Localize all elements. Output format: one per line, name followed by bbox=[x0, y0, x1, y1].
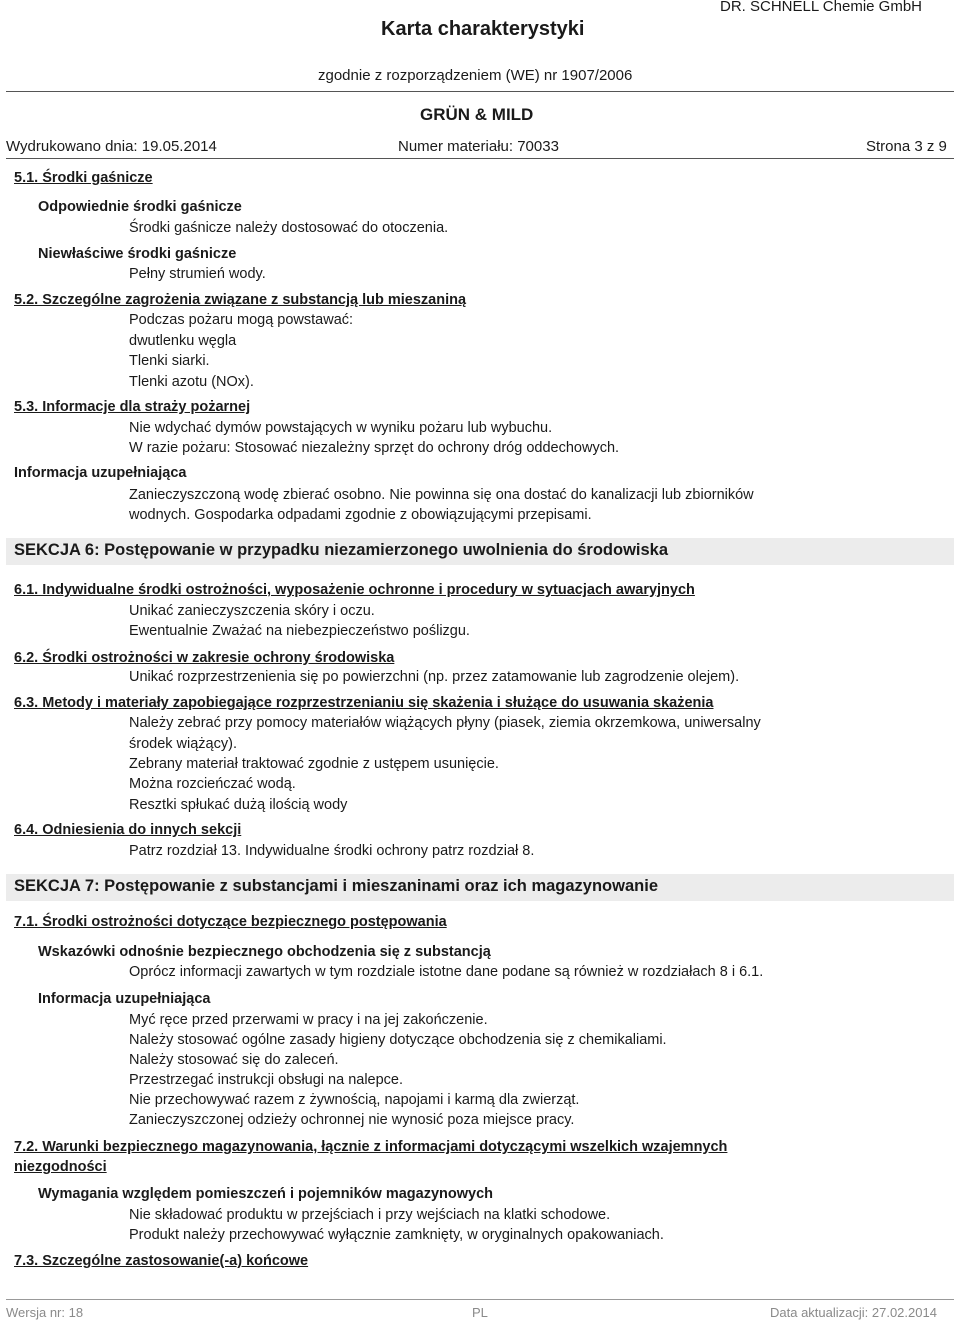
subsection-6-3-heading: 6.3. Metody i materiały zapobiegające rozprzestrzenianiu się skażenia i służące do usuwania skażenia bbox=[14, 695, 714, 711]
suitable-media-label: Odpowiednie środki gaśnicze bbox=[38, 199, 242, 215]
reference-line: Patrz rozdział 13. Indywidualne środki ochrony patrz rozdział 8. bbox=[129, 843, 535, 859]
footer-divider bbox=[6, 1299, 954, 1300]
handling-extra-line: Zanieczyszczonej odzieży ochronnej nie wynosić poza miejsce pracy. bbox=[129, 1112, 575, 1128]
hazard-line: dwutlenku węgla bbox=[129, 333, 237, 349]
hazard-line: Tlenki azotu (NOx). bbox=[129, 374, 254, 390]
section-6-title: SEKCJA 6: Postępowanie w przypadku niezamierzonego uwolnienia do środowiska bbox=[14, 541, 669, 559]
product-name: GRÜN & MILD bbox=[420, 105, 534, 124]
regulation-reference: zgodnie z rozporządzeniem (WE) nr 1907/2006 bbox=[318, 67, 633, 84]
firefighter-line: Nie wdychać dymów powstających w wyniku pożaru lub wybuchu. bbox=[129, 420, 553, 436]
subsection-5-3-heading: 5.3. Informacje dla straży pożarnej bbox=[14, 399, 251, 415]
subsection-7-2-heading: 7.2. Warunki bezpiecznego magazynowania, łącznie z informacjami dotyczącymi wszelkich wzajemnych bbox=[14, 1139, 728, 1155]
language-code: PL bbox=[472, 1305, 488, 1320]
cleanup-line: Zebrany materiał traktować zgodnie z ustępem usunięcie. bbox=[129, 756, 499, 772]
section-7-title: SEKCJA 7: Postępowanie z substancjami i mieszaninami oraz ich magazynowanie bbox=[14, 877, 658, 895]
update-date: Data aktualizacji: 27.02.2014 bbox=[770, 1305, 937, 1320]
document-title: Karta charakterystyki bbox=[381, 18, 585, 40]
additional-info-line: wodnych. Gospodarka odpadami zgodnie z obowiązującymi przepisami. bbox=[129, 507, 592, 523]
subsection-7-2-heading-cont: niezgodności bbox=[14, 1159, 107, 1175]
safe-handling-line: Oprócz informacji zawartych w tym rozdziale istotne dane podane są również w rozdziałach 8 i 6.1. bbox=[129, 964, 764, 980]
handling-extra-line: Nie przechowywać razem z żywnością, napojami i karmą dla zwierząt. bbox=[129, 1092, 580, 1108]
version-number: Wersja nr: 18 bbox=[6, 1305, 84, 1320]
cleanup-line: Resztki spłukać dużą ilością wody bbox=[129, 797, 348, 813]
subsection-5-1-heading: 5.1. Środki gaśnicze bbox=[14, 170, 153, 186]
company-name: DR. SCHNELL Chemie GmbH bbox=[720, 0, 922, 15]
precaution-line: Unikać zanieczyszczenia skóry i oczu. bbox=[129, 603, 375, 619]
page-number: Strona 3 z 9 bbox=[866, 138, 947, 155]
environment-line: Unikać rozprzestrzenienia się po powierzchni (np. przez zatamowanie lub zagrodzenie olejem). bbox=[129, 669, 740, 685]
hazard-line: Podczas pożaru mogą powstawać: bbox=[129, 312, 354, 328]
handling-extra-line: Przestrzegać instrukcji obsługi na nalepce. bbox=[129, 1072, 404, 1088]
subsection-5-2-heading: 5.2. Szczególne zagrożenia związane z substancją lub mieszaniną bbox=[14, 292, 467, 308]
unsuitable-media-label: Niewłaściwe środki gaśnicze bbox=[38, 246, 237, 262]
precaution-line: Ewentualnie Zważać na niebezpieczeństwo poślizgu. bbox=[129, 623, 470, 639]
storage-line: Nie składować produktu w przejściach i przy wejściach na klatki schodowe. bbox=[129, 1207, 611, 1223]
cleanup-line: Należy zebrać przy pomocy materiałów wiążących płyny (piasek, ziemia okrzemkowa, uniwersalny bbox=[129, 715, 761, 731]
additional-info-line: Zanieczyszczoną wodę zbierać osobno. Nie powinna się ona dostać do kanalizacji lub zbiorników bbox=[129, 487, 754, 503]
safe-handling-label: Wskazówki odnośnie bezpiecznego obchodzenia się z substancją bbox=[38, 944, 491, 960]
subsection-7-1-heading: 7.1. Środki ostrożności dotyczące bezpiecznego postępowania bbox=[14, 914, 447, 930]
handling-extra-line: Należy stosować się do zaleceń. bbox=[129, 1052, 339, 1068]
hazard-line: Tlenki siarki. bbox=[129, 353, 210, 369]
handling-extra-line: Należy stosować ogólne zasady higieny dotyczące obchodzenia się z chemikaliami. bbox=[129, 1032, 667, 1048]
cleanup-line: środek wiążący). bbox=[129, 736, 237, 752]
subsection-7-3-heading: 7.3. Szczególne zastosowanie(-a) końcowe bbox=[14, 1253, 309, 1269]
handling-extra-line: Myć ręce przed przerwami w pracy i na jej zakończenie. bbox=[129, 1012, 488, 1028]
unsuitable-media-text: Pełny strumień wody. bbox=[129, 266, 266, 282]
material-number: Numer materiału: 70033 bbox=[398, 138, 559, 155]
firefighter-line: W razie pożaru: Stosować niezależny sprzęt do ochrony dróg oddechowych. bbox=[129, 440, 620, 456]
storage-requirements-label: Wymagania względem pomieszczeń i pojemników magazynowych bbox=[38, 1186, 493, 1202]
subsection-6-1-heading: 6.1. Indywidualne środki ostrożności, wyposażenie ochronne i procedury w sytuacjach awaryjnych bbox=[14, 582, 695, 598]
cleanup-line: Można rozcieńczać wodą. bbox=[129, 776, 296, 792]
storage-line: Produkt należy przechowywać wyłącznie zamknięty, w oryginalnych opakowaniach. bbox=[129, 1227, 664, 1243]
print-date: Wydrukowano dnia: 19.05.2014 bbox=[6, 138, 217, 155]
subsection-6-4-heading: 6.4. Odniesienia do innych sekcji bbox=[14, 822, 242, 838]
handling-extra-label: Informacja uzupełniająca bbox=[38, 991, 211, 1007]
suitable-media-text: Środki gaśnicze należy dostosować do otoczenia. bbox=[129, 220, 449, 236]
header-divider bbox=[6, 91, 954, 92]
header-bottom-divider bbox=[6, 158, 954, 159]
additional-info-label: Informacja uzupełniająca bbox=[14, 465, 187, 481]
subsection-6-2-heading: 6.2. Środki ostrożności w zakresie ochrony środowiska bbox=[14, 650, 395, 666]
